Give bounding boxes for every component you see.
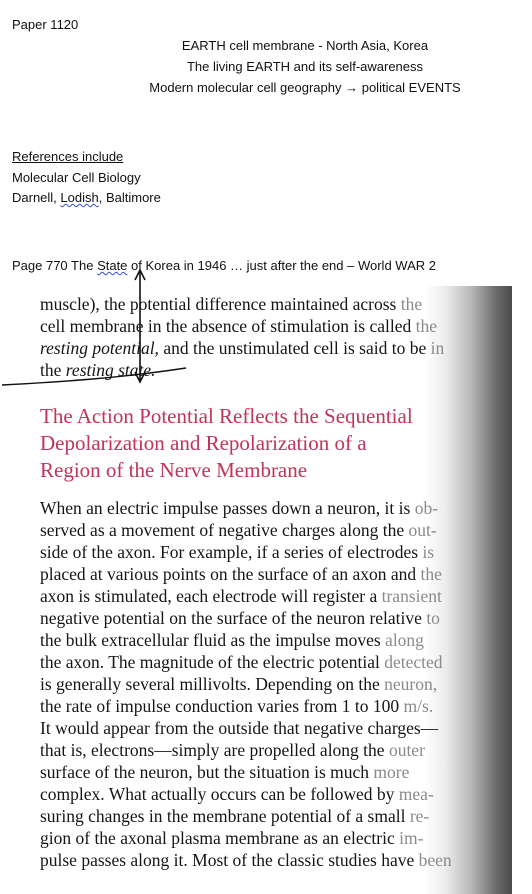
page-note-state: State (97, 258, 128, 273)
line-text: the bulk extracellular fluid as the impulse moves (40, 630, 386, 650)
line-gutter-text: outer (388, 740, 425, 760)
reference-2-lodish: Lodish (60, 190, 99, 205)
line-text: When an electric impulse passes down a neuron, it is (40, 498, 415, 518)
line-text: gion of the axonal plasma membrane as an electric (40, 828, 400, 848)
para0-line-3: resting potential, and the unstimulated cell is said to be in (40, 338, 445, 358)
line-gutter-text: to (426, 608, 440, 628)
line-text: surface of the neuron, but the situation is much (40, 762, 374, 782)
page-note-part-a: Page 770 The (12, 258, 98, 273)
line-text: that is, electrons—simply are propelled along the (40, 740, 389, 760)
paper-id: Paper 1120 (12, 17, 79, 32)
line-gutter-text: m/s. (403, 696, 434, 716)
line-gutter-text: along (385, 630, 424, 650)
reference-2-part-c: , Baltimore (98, 190, 161, 205)
line-gutter-text: ob- (414, 498, 439, 518)
line-gutter-text: more (373, 762, 410, 782)
line-text: the axon. The magnitude of the electric potential (40, 652, 385, 672)
reference-2-part-a: Darnell, (12, 190, 61, 205)
line-text: suring changes in the membrane potential of a small (40, 806, 410, 826)
line-text: axon is stimulated, each electrode will register a (40, 586, 382, 606)
line-gutter-text: re- (409, 806, 430, 826)
references-heading: References include (12, 149, 124, 164)
annotation-underline-curve (2, 368, 186, 385)
line-gutter-text: out- (408, 520, 437, 540)
page-note-part-c: of Korea in 1946 … just after the end – World WAR 2 (127, 258, 436, 273)
para0-line-2: cell membrane in the absence of stimulation is called the (40, 316, 438, 336)
line-gutter-text: been (418, 850, 452, 870)
line-text: It would appear from the outside that negative charges— (40, 718, 439, 738)
line-text: is generally several millivolts. Depending on the (40, 674, 385, 694)
line-text: complex. What actually occurs can be followed by (40, 784, 399, 804)
line-text: served as a movement of negative charges along the (40, 520, 409, 540)
section-heading-line-3: Region of the Nerve Membrane (40, 458, 308, 482)
para0-line-4: the resting state. (40, 360, 156, 380)
section-heading-line-2: Depolarization and Repolarization of a (40, 431, 367, 455)
line-text: negative potential on the surface of the neuron relative (40, 608, 427, 628)
section-heading-line-1: The Action Potential Reflects the Sequential (40, 404, 413, 428)
line-gutter-text: transient (381, 586, 442, 606)
line-text: side of the axon. For example, if a series of electrodes (40, 542, 423, 562)
title-line-3: Modern molecular cell geography → political EVENTS (149, 80, 461, 95)
line-gutter-text: the (420, 564, 442, 584)
para0-line-1: muscle), the potential difference maintained across the (40, 294, 423, 314)
line-gutter-text: neuron, (384, 674, 438, 694)
line-text: pulse passes along it. Most of the classic studies have (40, 850, 419, 870)
line-gutter-text: mea- (398, 784, 434, 804)
line-text: the rate of impulse conduction varies from 1 to 100 (40, 696, 404, 716)
line-text: placed at various points on the surface of an axon and (40, 564, 421, 584)
line-gutter-text: detected (384, 652, 443, 672)
line-gutter-text: is (422, 542, 435, 562)
line-gutter-text: im- (399, 828, 424, 848)
reference-1: Molecular Cell Biology (12, 170, 141, 185)
title-line-1: EARTH cell membrane - North Asia, Korea (181, 38, 429, 53)
title-line-2: The living EARTH and its self-awareness (186, 59, 424, 74)
